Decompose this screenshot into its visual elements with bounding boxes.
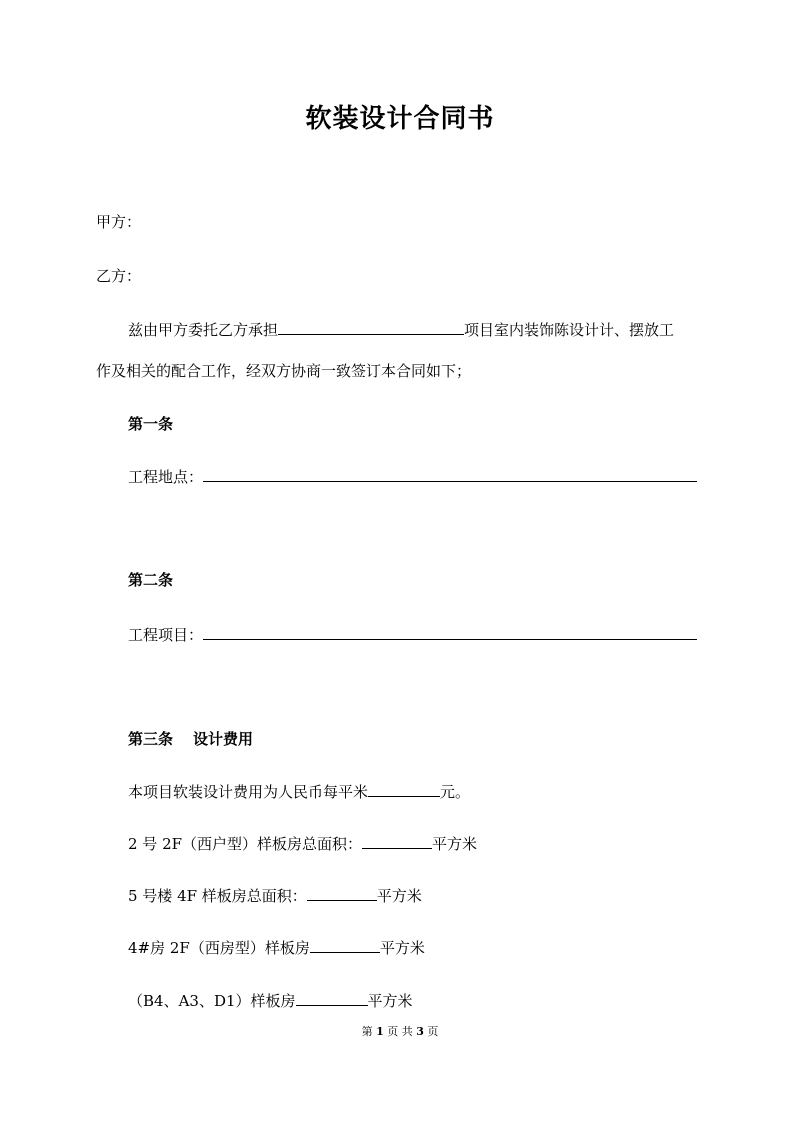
area-label: 2 号 2F（西户型）样板房总面积：	[128, 835, 363, 853]
footer-total-pages: 3	[416, 1025, 424, 1038]
area-line-4	[128, 990, 413, 1011]
area-unit: 平方米	[432, 835, 478, 853]
party-a-label: 甲方：	[96, 213, 142, 231]
project-location-label: 工程地点：	[128, 468, 204, 486]
article2-field	[128, 624, 697, 645]
area-label: 4#房 2F（西房型）样板房	[128, 939, 310, 957]
footer-current-page: 1	[376, 1025, 384, 1038]
fee-blank	[368, 781, 440, 797]
footer-suffix: 页	[427, 1025, 439, 1038]
footer-prefix: 第	[361, 1025, 373, 1038]
intro-text-part1: 兹由甲方委托乙方承担	[128, 321, 279, 339]
project-name-blank	[278, 319, 464, 335]
intro-text-part2: 项目室内装饰陈设计计、摆放工	[464, 321, 675, 339]
fee-line-before: 本项目软装设计费用为人民币每平米	[128, 783, 369, 801]
article1-field	[128, 466, 697, 487]
party-b-label: 乙方：	[96, 267, 142, 285]
fee-line-after: 元。	[440, 783, 471, 801]
area-blank	[310, 937, 380, 953]
project-item-blank	[203, 624, 697, 640]
area-blank	[362, 833, 432, 849]
area-unit: 平方米	[367, 992, 413, 1010]
project-location-blank	[203, 466, 697, 482]
area-unit: 平方米	[376, 887, 422, 905]
fee-line	[128, 781, 470, 802]
article3-heading: 第三条	[128, 730, 174, 748]
document-title: 软装设计合同书	[305, 104, 495, 134]
article3-heading-row	[128, 729, 253, 749]
article2-heading: 第二条	[128, 571, 174, 589]
area-blank	[307, 885, 377, 901]
intro-line-2: 作及相关的配合工作，经双方协商一致签订本合同如下；	[96, 362, 472, 380]
area-unit: 平方米	[379, 939, 425, 957]
intro-line-1	[128, 319, 674, 340]
project-item-label: 工程项目：	[128, 626, 204, 644]
footer-mid: 页 共	[387, 1025, 413, 1038]
area-label: 5 号楼 4F 样板房总面积：	[128, 887, 307, 905]
area-line-3	[128, 937, 425, 958]
area-line-2	[128, 885, 422, 906]
area-label: （B4、A3、D1）样板房	[128, 992, 296, 1010]
area-line-1	[128, 833, 477, 854]
article1-heading: 第一条	[128, 415, 174, 433]
area-blank	[296, 990, 368, 1006]
article3-subheading: 设计费用	[193, 730, 254, 748]
page-footer	[0, 1023, 800, 1039]
